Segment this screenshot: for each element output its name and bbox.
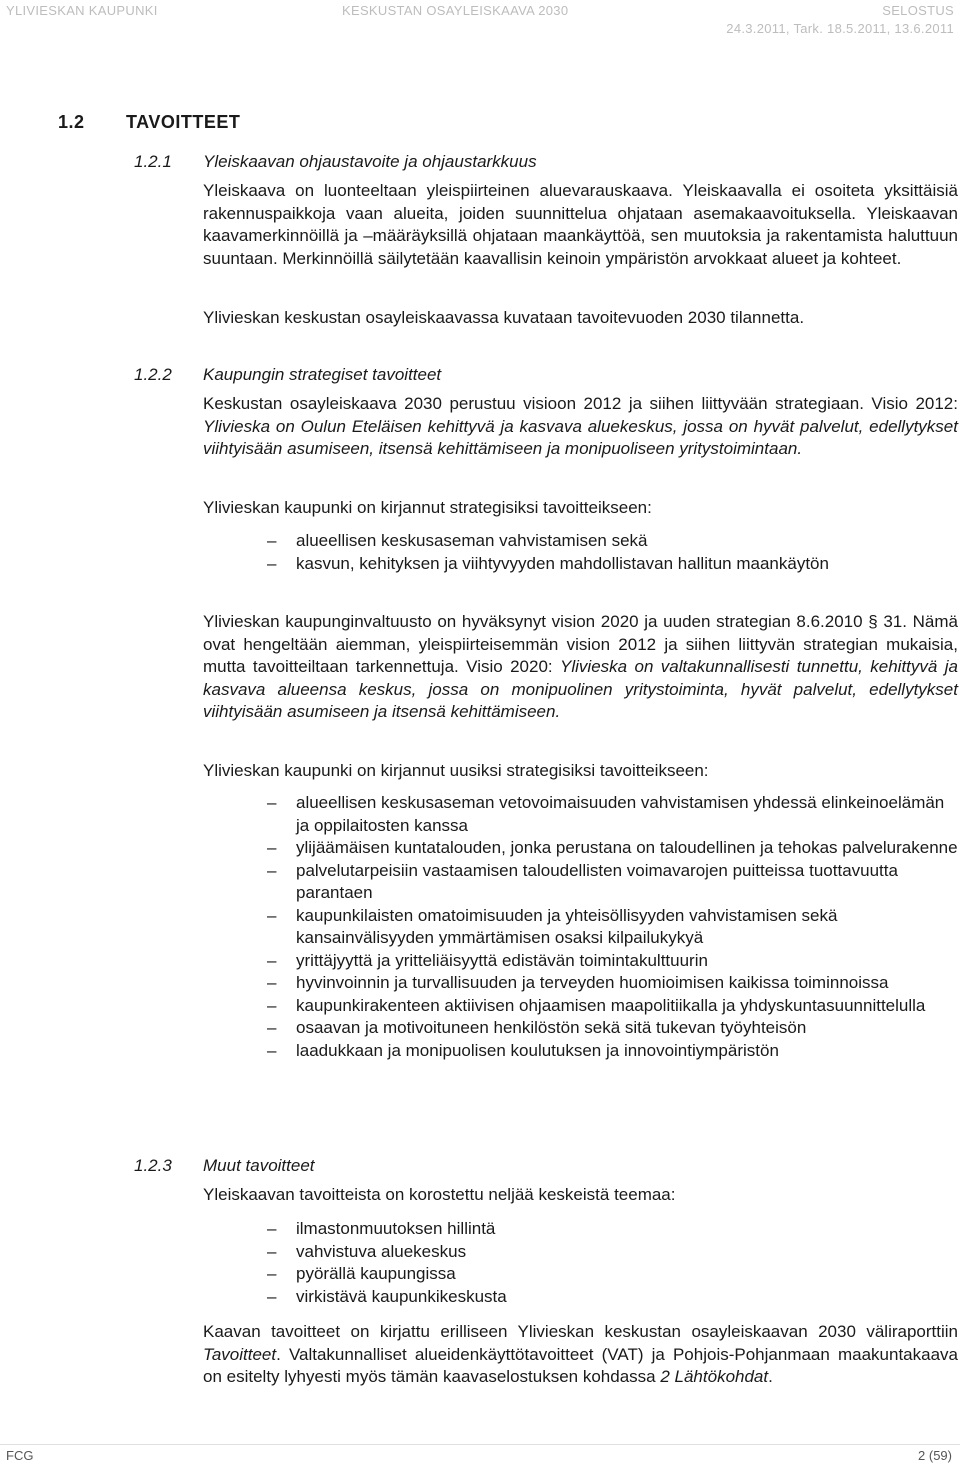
list-item-text: laadukkaan ja monipuolisen koulutuksen ja innovointiympäristön: [296, 1040, 779, 1060]
footer-company: FCG: [6, 1448, 34, 1463]
header-document-title: KESKUSTAN OSAYLEISKAAVA 2030: [342, 3, 569, 18]
dash-bullet: –: [267, 1219, 277, 1238]
subsection-number: 1.2.2: [134, 365, 172, 384]
list-item: [203, 1263, 958, 1286]
dash-bullet: –: [267, 1018, 277, 1037]
list-item: [203, 1286, 958, 1309]
paragraph: [203, 393, 958, 461]
header-organization: YLIVIESKAN KAUPUNKI: [6, 3, 158, 18]
text-run: Ylivieskan kaupunginvaltuusto on hyväksynyt vision 2020 ja uuden strategian 8.6.2010 § 31. Nämä ovat hengeltään aiemman, yleispiirteisemmän vision 2012 ja siihen liittyvän strategian mukaisia, mutta tavoitteiltaan tarkennettuja. Visio 2020:: [203, 612, 958, 676]
themes-list: [203, 1218, 958, 1308]
header-document-type: SELOSTUS: [882, 3, 954, 18]
vision-2012-quote: Ylivieska on Oulun Eteläisen kehittyvä ja kasvava aluekeskus, jossa on hyvät palvelut, edellytykset viihtyisään asumiseen, itsensä kehittämiseen ja monipuoliseen yritystoimintaan.: [203, 416, 958, 458]
dash-bullet: –: [267, 995, 277, 1015]
page-header: [0, 0, 960, 38]
paragraph: [203, 1321, 958, 1389]
list-item-text: pyörällä kaupungissa: [296, 1264, 456, 1283]
subsection-number: 1.2.1: [134, 152, 172, 171]
section-title: TAVOITTEET: [126, 112, 241, 132]
dash-bullet: –: [267, 793, 277, 812]
new-strategic-goals-list: [203, 792, 958, 1062]
list-item-text: vahvistuva aluekeskus: [296, 1241, 467, 1261]
dash-bullet: –: [267, 838, 277, 857]
paragraph: Yleiskaavan tavoitteista on korostettu neljää keskeistä teemaa:: [203, 1185, 676, 1204]
list-item-text: alueellisen keskusaseman vahvistamisen sekä: [296, 531, 648, 550]
dash-bullet: –: [267, 950, 277, 970]
list-item: [203, 1241, 958, 1264]
list-item: [203, 860, 958, 905]
subsection-title: Kaupungin strategiset tavoitteet: [203, 365, 442, 384]
list-item-text: hyvinvoinnin ja turvallisuuden ja terveyden huomioimisen kaikissa toiminnoissa: [296, 973, 889, 992]
list-item: [203, 837, 958, 860]
section-heading: [58, 112, 240, 133]
paragraph: Ylivieskan kaupunki on kirjannut strategisiksi tavoitteikseen:: [203, 498, 652, 517]
subsection-title: Yleiskaavan ohjaustavoite ja ohjaustarkkuus: [203, 152, 537, 171]
list-item: [203, 905, 958, 950]
list-item: [203, 995, 958, 1018]
vision-2020-quote: Ylivieska on valtakunnallisesti tunnettu, kehittyvä ja kasvava alueensa keskus, jossa on monipuolinen yritystoiminta, hyvät palvelut, edellytykset viihtyisään asumiseen ja itsensä kehittämiseen.: [203, 657, 958, 721]
dash-bullet: –: [267, 1286, 277, 1306]
text-run: Keskustan osayleiskaava 2030 perustuu visioon 2012 ja siihen liittyvään strategiaan. Visio 2012:: [203, 394, 958, 413]
list-item-text: virkistävä kaupunkikeskusta: [296, 1286, 507, 1306]
list-item: [203, 1040, 958, 1063]
list-item: [203, 950, 958, 973]
paragraph: Yleiskaava on luonteeltaan yleispiirteinen aluevarauskaava. Yleiskaavalla ei osoiteta yksittäisiä rakennuspaikkoja vaan alueita, joiden suunnittelua ohjataan asemakaavoituksella. Yleiskaavan kaavamerkinnöillä ja –määräyksillä ohjataan maankäyttöä, sen muutoksia ja rakentamista haluttuun suuntaan. Merkinnöillä säilytetään kaavallisin keinoin ympäristön arvokkaat alueet ja kohteet.: [203, 181, 958, 268]
subsection-number: 1.2.3: [134, 1156, 172, 1175]
section-number: 1.2: [58, 112, 85, 132]
list-item-text: alueellisen keskusaseman vetovoimaisuuden vahvistamisen yhdessä elinkeinoelämän ja oppilaitosten kanssa: [296, 793, 945, 835]
paragraph: [203, 611, 958, 724]
strategic-goals-list: [203, 530, 958, 575]
list-item-text: kaupunkilaisten omatoimisuuden ja yhteisöllisyyden vahvistamisen sekä kansainvälisyyden ymmärtämisen osaksi kilpailukykyä: [296, 905, 838, 947]
list-item: [203, 1218, 958, 1241]
list-item: [203, 1017, 958, 1040]
header-dates: 24.3.2011, Tark. 18.5.2011, 13.6.2011: [726, 21, 954, 36]
dash-bullet: –: [267, 860, 277, 880]
list-item: [203, 553, 958, 576]
dash-bullet: –: [267, 531, 277, 550]
section-reference: 2 Lähtökohdat: [660, 1367, 769, 1386]
text-run: Kaavan tavoitteet on kirjattu erilliseen Ylivieskan keskustan osayleiskaavan 2030 väliraporttiin: [203, 1322, 958, 1341]
subsection-heading-121: [134, 152, 537, 172]
dash-bullet: –: [267, 973, 277, 992]
dash-bullet: –: [267, 1264, 277, 1283]
text-run: . Valtakunnalliset alueidenkäyttötavoitteet (VAT) ja Pohjois-Pohjanmaan maakuntakaava on esitelty lyhyesti myös tämän kaavaselostuksen kohdassa: [203, 1344, 958, 1386]
list-item-text: kasvun, kehityksen ja viihtyvyyden mahdollistavan hallitun maankäytön: [296, 553, 829, 573]
list-item-text: ylijäämäisen kuntatalouden, jonka perustana on taloudellinen ja tehokas palvelurakenne: [296, 838, 958, 857]
subsection-title: Muut tavoitteet: [203, 1156, 315, 1175]
list-item: [203, 792, 958, 837]
page-footer: [0, 1444, 960, 1465]
list-item-text: osaavan ja motivoituneen henkilöstön sekä sitä tukevan työyhteisön: [296, 1018, 807, 1037]
list-item-text: palvelutarpeisiin vastaamisen taloudellisten voimavarojen puitteissa tuottavuutta parantaen: [296, 860, 898, 902]
dash-bullet: –: [267, 905, 277, 925]
dash-bullet: –: [267, 553, 277, 573]
paragraph: Ylivieskan kaupunki on kirjannut uusiksi strategisiksi tavoitteikseen:: [203, 761, 709, 780]
paragraph: Ylivieskan keskustan osayleiskaavassa kuvataan tavoitevuoden 2030 tilannetta.: [203, 308, 805, 327]
dash-bullet: –: [267, 1040, 277, 1060]
list-item: [203, 530, 958, 553]
list-item-text: ilmastonmuutoksen hillintä: [296, 1219, 496, 1238]
subsection-heading-123: [134, 1156, 315, 1176]
list-item-text: kaupunkirakenteen aktiivisen ohjaamisen maapolitiikalla ja yhdyskuntasuunnittelulla: [296, 995, 926, 1015]
page-number: 2 (59): [918, 1448, 952, 1463]
dash-bullet: –: [267, 1241, 277, 1261]
list-item-text: yrittäjyyttä ja yritteliäisyyttä edistävän toimintakulttuurin: [296, 950, 708, 970]
list-item: [203, 972, 958, 995]
report-title: Tavoitteet: [203, 1344, 277, 1364]
text-run: .: [768, 1367, 773, 1386]
subsection-heading-122: [134, 365, 441, 385]
